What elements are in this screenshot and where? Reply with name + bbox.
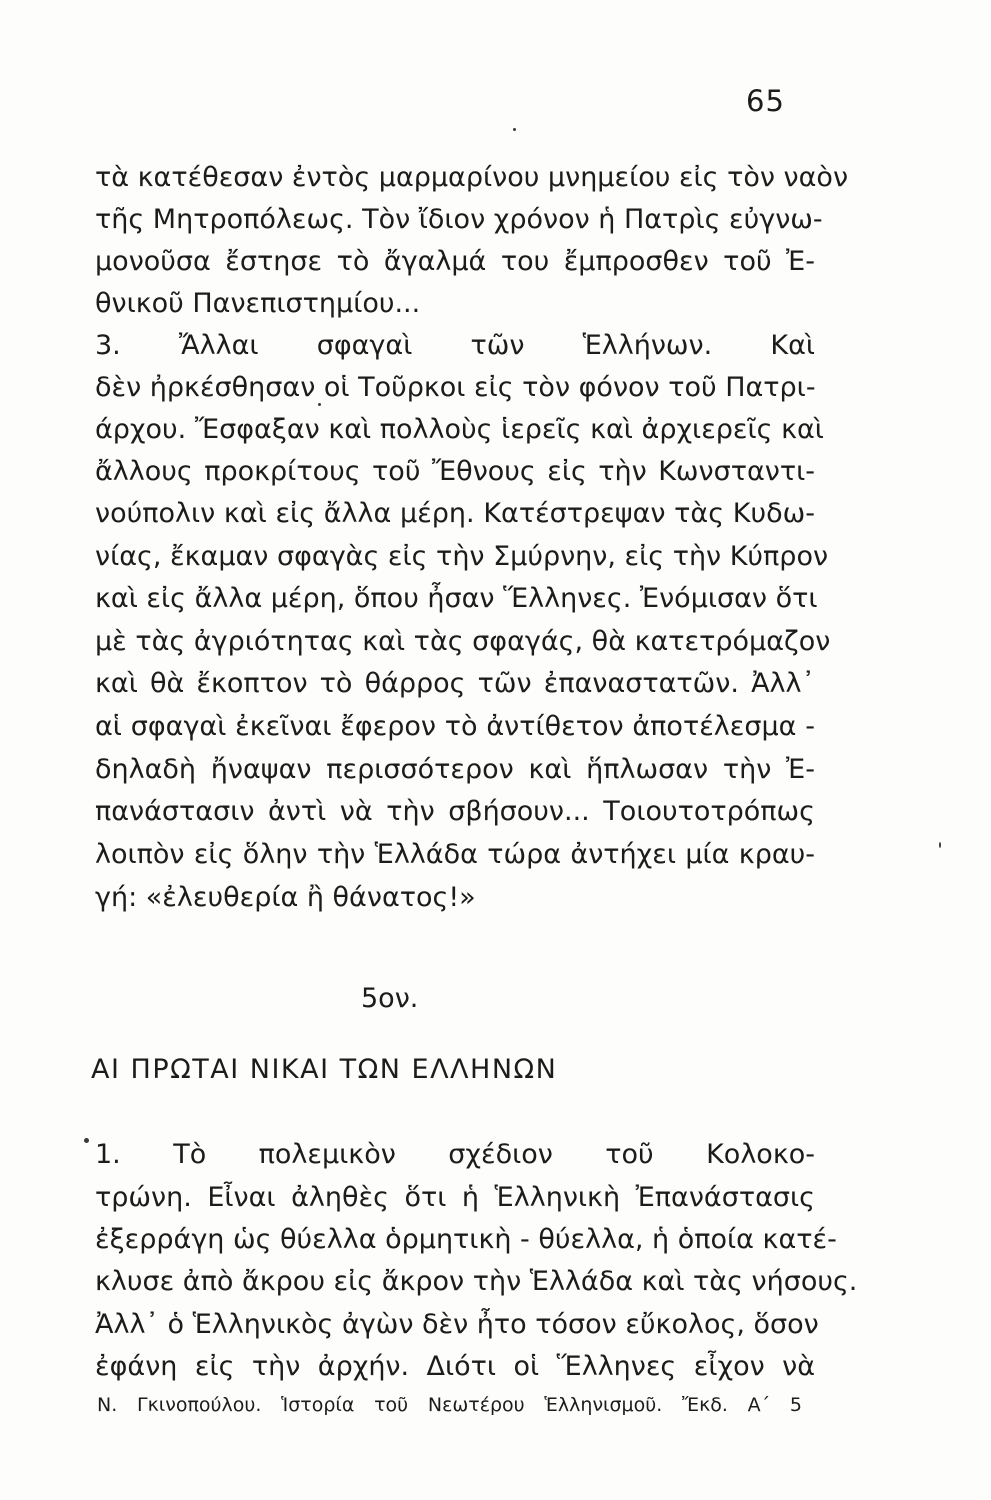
text-line: πανάστασιν ἀντὶ νὰ τὴν σβήσουν... Τοιουτοτρόπως (95, 796, 815, 827)
page-footer: Ν. Γκινοπούλου. Ἱστορία τοῦ Νεωτέρου Ἑλληνισμοῦ. Ἔκδ. Α΄ 5 (97, 1394, 802, 1416)
text-line: ἐξερράγη ὡς θύελλα ὁρμητικὴ - θύελλα, ἡ ὁποία κατέ- (95, 1224, 837, 1255)
text-line: δὲν ἠρκέσθησαν οἱ Τοῦρκοι εἰς τὸν φόνον τοῦ Πατρι- (95, 372, 816, 403)
text-line: μὲ τὰς ἀγριότητας καὶ τὰς σφαγάς, θὰ κατετρόμαζον (95, 626, 831, 657)
subsection-title-line: 3. Ἄλλαι σφαγαὶ τῶν Ἑλλήνων. Καὶ (95, 330, 815, 361)
section-number: 5ον. (361, 983, 419, 1014)
text-line: θνικοῦ Πανεπιστημίου... (95, 288, 421, 319)
text-line: καὶ εἰς ἄλλα μέρη, ὅπου ἦσαν Ἕλληνες. Ἐνόμισαν ὅτι (95, 583, 818, 614)
subsection-title-line: 1. Τὸ πολεμικὸν σχέδιον τοῦ Κολοκο- (95, 1139, 815, 1170)
text-line: Ἀλλ᾽ ὁ Ἑλληνικὸς ἀγὼν δὲν ἦτο τόσον εὔκολος, ὅσον (95, 1309, 819, 1340)
scan-speck (939, 842, 941, 848)
text-line: άρχου. Ἔσφαξαν καὶ πολλοὺς ἱερεῖς καὶ ἀρχιερεῖς καὶ (95, 414, 824, 445)
text-line: τῆς Μητροπόλεως. Τὸν ἴδιον χρόνον ἡ Πατρὶς εὐγνω- (95, 204, 823, 235)
text-line: καὶ θὰ ἔκοπτον τὸ θάρρος τῶν ἐπαναστατῶν. Ἀλλ᾽ (95, 668, 815, 699)
section-heading: ΑΙ ΠΡΩΤΑΙ ΝΙΚΑΙ ΤΩΝ ΕΛΛΗΝΩΝ (91, 1054, 558, 1085)
scan-speck (318, 403, 321, 406)
text-line: ἄλλους προκρίτους τοῦ Ἔθνους εἰς τὴν Κωνσταντι- (95, 456, 815, 487)
text-line: μονοῦσα ἔστησε τὸ ἄγαλμά του ἔμπροσθεν τοῦ Ἐ- (95, 246, 815, 277)
text-line: αἱ σφαγαὶ ἐκεῖναι ἔφερον τὸ ἀντίθετον ἀποτέλεσμα - (95, 711, 815, 742)
text-line: λοιπὸν εἰς ὅλην τὴν Ἑλλάδα τώρα ἀντήχει μία κραυ- (95, 839, 815, 870)
text-line: νίας, ἔκαμαν σφαγὰς εἰς τὴν Σμύρνην, εἰς τὴν Κύπρον (95, 541, 829, 572)
scan-speck (513, 128, 516, 131)
text-line: γή: «ἐλευθερία ἢ θάνατος!» (95, 882, 476, 913)
text-line: τρώνη. Εἶναι ἀληθὲς ὅτι ἡ Ἑλληνικὴ Ἐπανάστασις (95, 1182, 815, 1213)
text-line: κλυσε ἀπὸ ἄκρου εἰς ἄκρον τὴν Ἑλλάδα καὶ τὰς νήσους. (95, 1266, 858, 1297)
text-line: ἐφάνη εἰς τὴν ἀρχήν. Διότι οἱ Ἕλληνες εἶχον νὰ (95, 1351, 815, 1382)
text-line: νούπολιν καὶ εἰς ἄλλα μέρη. Κατέστρεψαν τὰς Κυδω- (95, 498, 815, 529)
text-line: δηλαδὴ ἤναψαν περισσότερον καὶ ἥπλωσαν τὴν Ἐ- (95, 754, 815, 785)
text-line: τὰ κατέθεσαν ἐντὸς μαρμαρίνου μνημείου εἰς τὸν ναὸν (95, 162, 849, 193)
page-number: 65 (746, 84, 785, 118)
scan-speck (84, 1138, 89, 1143)
